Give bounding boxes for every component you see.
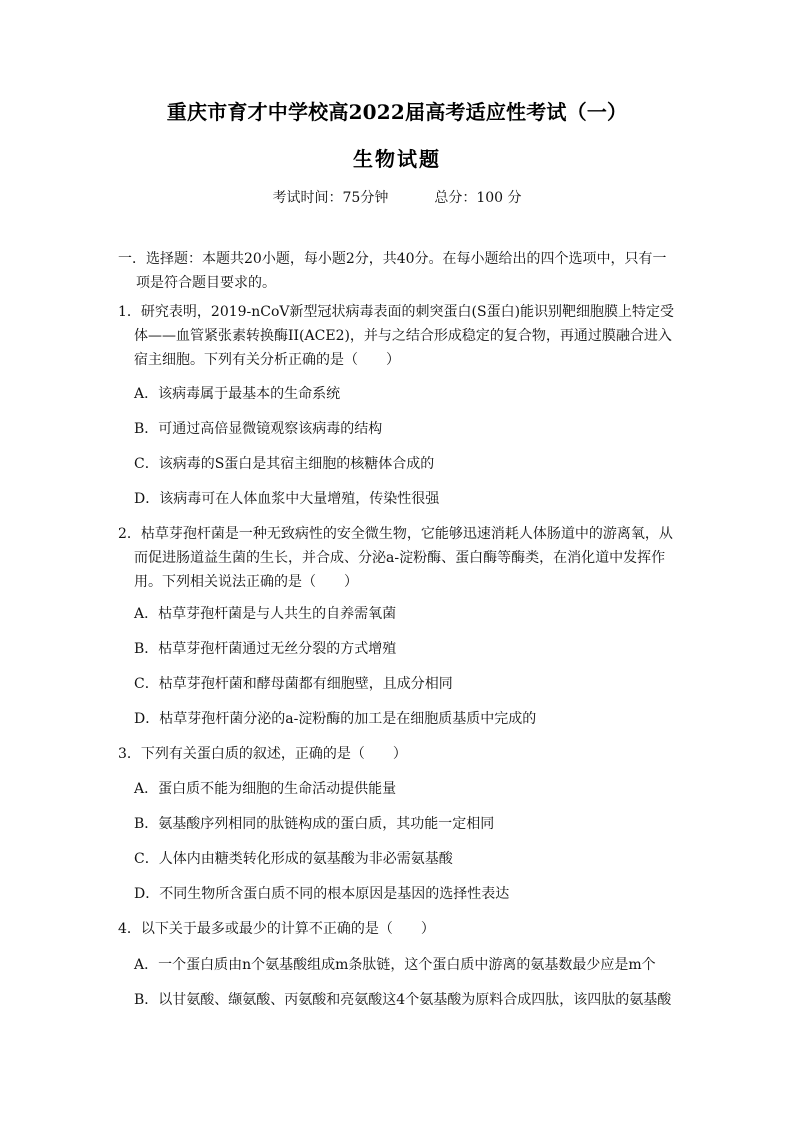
question-2-option-b: B．枯草芽孢杆菌通过无丝分裂的方式增殖 (134, 641, 397, 657)
question-stem: 4．以下关于最多或最少的计算不正确的是（ ） (118, 921, 435, 937)
question-1-option-a: A．该病毒属于最基本的生命系统 (134, 386, 341, 402)
question-4 (118, 917, 680, 941)
question-stem: 1．研究表明，2019-nCoV新型冠状病毒表面的刺突蛋白(S蛋白)能识别靶细胞膜上特定受体——血管紧张素转换酶II(ACE2)，并与之结合形成稳定的复合物，再通过膜融合进入宿主细胞。下列有关分析正确的是（ ） (118, 304, 675, 368)
exam-score: 总分：100 分 (434, 190, 522, 206)
question-3-option-d: D．不同生物所含蛋白质不同的根本原因是基因的选择性表达 (134, 886, 510, 902)
question-2-option-a: A．枯草芽孢杆菌是与人共生的自养需氧菌 (134, 606, 397, 622)
question-3-option-c: C．人体内由糖类转化形成的氨基酸为非必需氨基酸 (134, 851, 453, 867)
section-instructions (118, 247, 678, 295)
exam-meta (0, 187, 794, 207)
exam-subtitle: 生物试题 (353, 147, 441, 171)
question-3-option-b: B．氨基酸序列相同的肽链构成的蛋白质，其功能一定相同 (134, 816, 495, 832)
question-stem: 2．枯草芽孢杆菌是一种无致病性的安全微生物，它能够迅速消耗人体肠道中的游离氧，从而促进肠道益生菌的生长，并合成、分泌a-淀粉酶、蛋白酶等酶类，在消化道中发挥作用。下列相关说法正确的是（ ） (118, 526, 673, 590)
question-1-option-c: C．该病毒的S蛋白是其宿主细胞的核糖体合成的 (134, 456, 435, 472)
question-1-option-b: B．可通过高倍显微镜观察该病毒的结构 (134, 421, 383, 437)
exam-time: 考试时间：75分钟 (272, 190, 389, 206)
question-stem: 3．下列有关蛋白质的叙述，正确的是（ ） (118, 746, 407, 762)
question-4-option-a: A．一个蛋白质由n个氨基酸组成m条肽链，这个蛋白质中游离的氨基数最少应是m个 (134, 957, 656, 973)
section-text: 一．选择题：本题共20小题，每小题2分，共40分。在每小题给出的四个选项中，只有一项是符合题目要求的。 (118, 251, 667, 291)
question-2-option-c: C．枯草芽孢杆菌和酵母菌都有细胞壁，且成分相同 (134, 676, 453, 692)
question-4-option-b: B．以甘氨酸、缬氨酸、丙氨酸和亮氨酸这4个氨基酸为原料合成四肽，该四肽的氨基酸 (134, 992, 672, 1008)
question-1 (118, 300, 680, 372)
question-2 (118, 522, 680, 594)
question-3 (118, 742, 680, 766)
question-2-option-d: D．枯草芽孢杆菌分泌的a-淀粉酶的加工是在细胞质基质中完成的 (134, 711, 537, 727)
exam-title: 重庆市育才中学校高2022届高考适应性考试（一） (166, 100, 628, 124)
question-1-option-d: D．该病毒可在人体血浆中大量增殖，传染性很强 (134, 491, 440, 507)
question-3-option-a: A．蛋白质不能为细胞的生命活动提供能量 (134, 781, 397, 797)
